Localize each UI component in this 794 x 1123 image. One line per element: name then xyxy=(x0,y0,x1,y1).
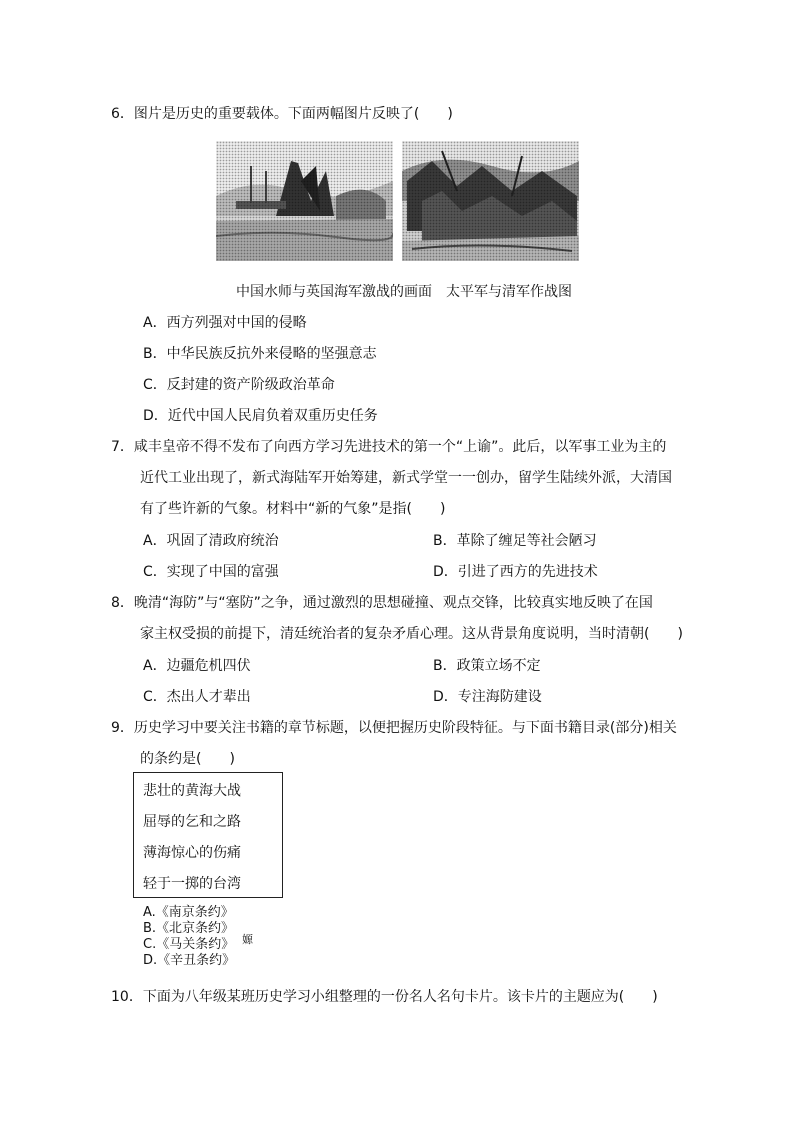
question-10-stem: 10．下面为八年级某班历史学习小组整理的一份名人名句卡片。该卡片的主题应为( ) xyxy=(111,989,658,1005)
caption-taiping-battle: 太平军与清军作战图 xyxy=(446,284,572,300)
question-8-line-1: 8．晚清“海防”与“塞防”之争，通过激烈的思想碰撞、观点交锋，比较真实地反映了在国 xyxy=(111,595,653,611)
q9-option-a[interactable]: A.《南京条约》 xyxy=(143,905,234,920)
book-item-1: 悲壮的黄海大战 xyxy=(143,783,241,799)
stray-character-mark: 嫄 xyxy=(242,933,253,946)
book-contents-box xyxy=(133,772,283,898)
q6-option-d[interactable]: D．近代中国人民肩负着双重历史任务 xyxy=(143,408,378,424)
q6-option-b[interactable]: B．中华民族反抗外来侵略的坚强意志 xyxy=(143,346,377,362)
q9-option-d[interactable]: D.《辛丑条约》 xyxy=(143,953,236,968)
q7-option-b[interactable]: B．革除了缠足等社会陋习 xyxy=(433,533,597,549)
naval-battle-photo xyxy=(216,141,393,261)
question-6-stem: 6．图片是历史的重要载体。下面两幅图片反映了( ) xyxy=(111,106,453,122)
q9-option-b[interactable]: B.《北京条约》 xyxy=(143,921,235,936)
book-item-4: 轻于一掷的台湾 xyxy=(143,876,241,892)
q8-option-b[interactable]: B．政策立场不定 xyxy=(433,658,541,674)
q9-option-c[interactable]: C.《马关条约》 xyxy=(143,937,235,952)
caption-naval-battle: 中国水师与英国海军激战的画面 xyxy=(236,284,432,300)
naval-battle-illustration xyxy=(216,141,393,261)
q7-option-a[interactable]: A．巩固了清政府统治 xyxy=(143,533,279,549)
question-8-line-2: 家主权受损的前提下，清廷统治者的复杂矛盾心理。这从背景角度说明，当时清朝( ) xyxy=(140,626,683,642)
q8-option-c[interactable]: C．杰出人才辈出 xyxy=(143,689,251,705)
book-item-2: 屈辱的乞和之路 xyxy=(143,814,241,830)
q7-option-c[interactable]: C．实现了中国的富强 xyxy=(143,564,279,580)
question-7-line-3: 有了些许新的气象。材料中“新的气象”是指( ) xyxy=(140,501,446,517)
taiping-battle-photo xyxy=(402,141,579,261)
question-7-line-1: 7．咸丰皇帝不得不发布了向西方学习先进技术的第一个“上谕”。此后，以军事工业为主的 xyxy=(111,439,667,455)
question-9-line-2: 的条约是( ) xyxy=(140,751,235,767)
book-item-3: 薄海惊心的伤痛 xyxy=(143,845,241,861)
q8-option-a[interactable]: A．边疆危机四伏 xyxy=(143,658,251,674)
question-9-line-1: 9．历史学习中要关注书籍的章节标题，以便把握历史阶段特征。与下面书籍目录(部分)相关 xyxy=(111,720,677,736)
q8-option-d[interactable]: D．专注海防建设 xyxy=(433,689,542,705)
q7-option-d[interactable]: D．引进了西方的先进技术 xyxy=(433,564,598,580)
q6-option-c[interactable]: C．反封建的资产阶级政治革命 xyxy=(143,377,335,393)
question-7-line-2: 近代工业出现了，新式海陆军开始筹建，新式学堂一一创办，留学生陆续外派，大清国 xyxy=(140,470,672,486)
taiping-battle-illustration xyxy=(402,141,579,261)
q6-option-a[interactable]: A．西方列强对中国的侵略 xyxy=(143,315,307,331)
